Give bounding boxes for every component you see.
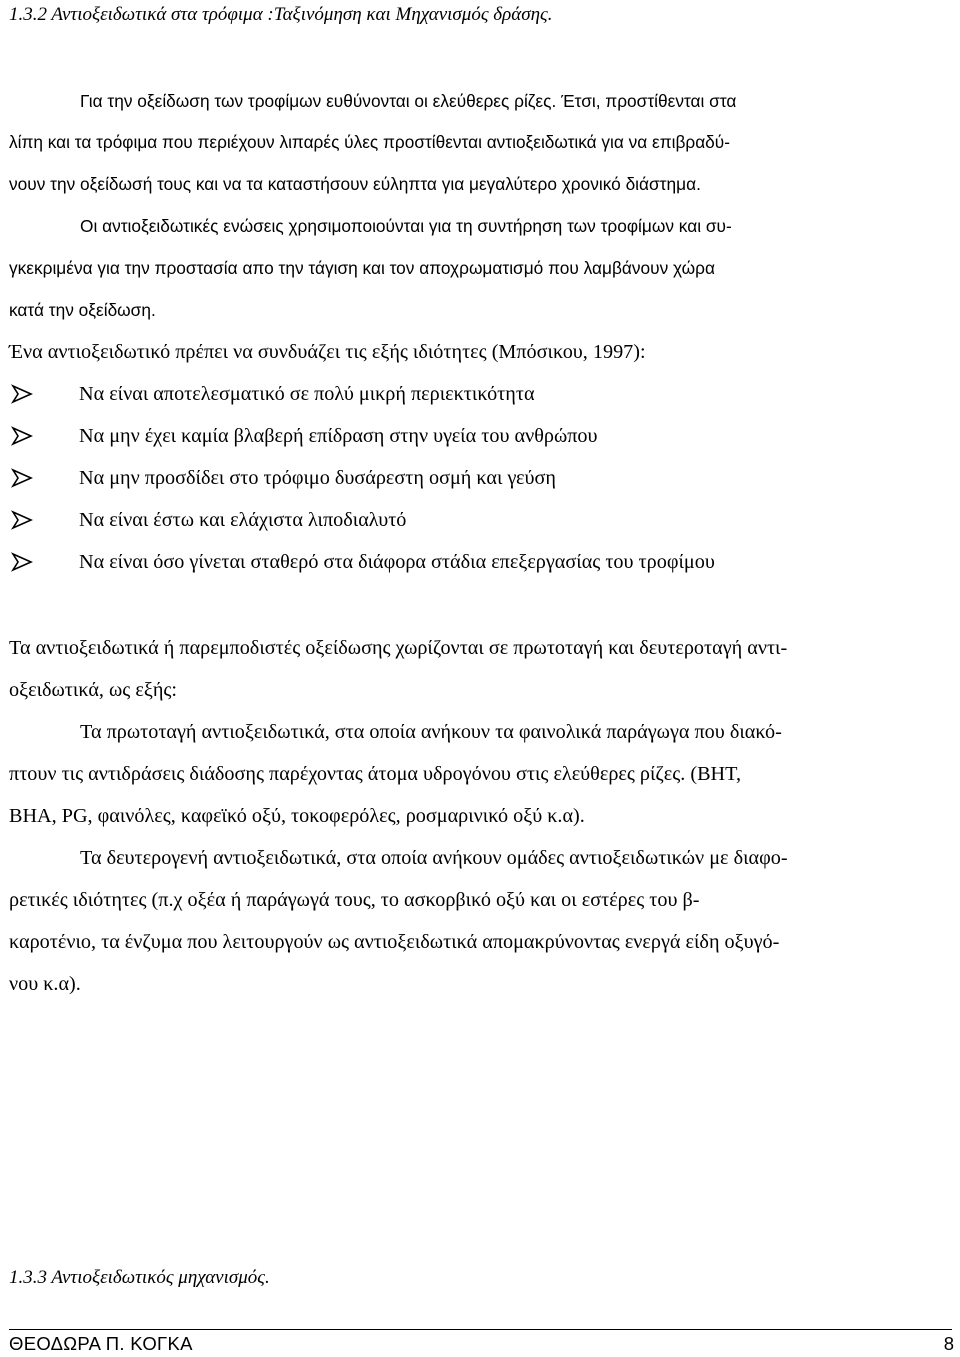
property-text: Να μην έχει καμία βλαβερή επίδραση στην υγεία του ανθρώπου: [79, 424, 598, 447]
arrowhead-bullet-icon: [9, 552, 35, 572]
arrowhead-bullet-icon: [9, 426, 35, 446]
next-section-heading: 1.3.3 Αντιοξειδωτικός μηχανισμός.: [9, 1267, 270, 1288]
primary-line-1: Τα πρωτοταγή αντιοξειδωτικά, στα οποία ανήκουν τα φαινολικά παράγωγα που διακό-: [80, 721, 782, 743]
primary-line-2: πτουν τις αντιδράσεις διάδοσης παρέχοντας άτομα υδρογόνου στις ελεύθερες ρίζες. (BHT,: [9, 763, 741, 785]
compounds-line-1: Οι αντιοξειδωτικές ενώσεις χρησιμοποιούνται για τη συντήρηση των τροφίμων και συ-: [80, 216, 732, 236]
section-heading: 1.3.2 Αντιοξειδωτικά στα τρόφιμα :Ταξινόμηση και Μηχανισμός δράσης.: [9, 4, 553, 25]
arrowhead-bullet-icon: [9, 384, 35, 404]
secondary-line-1: Τα δευτερογενή αντιοξειδωτικά, στα οποία ανήκουν ομάδες αντιοξειδωτικών με διαφο-: [80, 847, 788, 869]
arrowhead-bullet-icon: [9, 468, 35, 488]
arrowhead-bullet-icon: [9, 510, 35, 530]
classification-line-2: οξειδωτικά, ως εξής:: [9, 679, 177, 701]
footer-author: ΘΕΟΔΩΡΑ Π. ΚΟΓΚΑ: [9, 1333, 193, 1354]
secondary-line-4: νου κ.α).: [9, 973, 81, 995]
property-item-2: [9, 423, 598, 449]
property-item-5: [9, 549, 715, 575]
secondary-line-3: καροτένιο, τα ένζυμα που λειτουργούν ως αντιοξειδωτικά απομακρύνοντας ενεργά είδη οξυγό-: [9, 931, 780, 953]
intro-line-1: Για την οξείδωση των τροφίμων ευθύνονται οι ελεύθερες ρίζες. Έτσι, προστίθενται στα: [80, 91, 737, 111]
intro-line-3: νουν την οξείδωσή τους και να τα καταστήσουν εύληπτα για μεγαλύτερο χρονικό διάστημα.: [9, 174, 701, 194]
footer-divider: [9, 1329, 952, 1330]
property-item-4: [9, 507, 406, 533]
property-text: Να μην προσδίδει στο τρόφιμο δυσάρεστη οσμή και γεύση: [79, 466, 556, 489]
classification-line-1: Τα αντιοξειδωτικά ή παρεμποδιστές οξείδωσης χωρίζονται σε πρωτοταγή και δευτεροταγή αντι-: [9, 637, 788, 659]
property-text: Να είναι όσο γίνεται σταθερό στα διάφορα στάδια επεξεργασίας του τροφίμου: [79, 550, 715, 573]
compounds-line-3: κατά την οξείδωση.: [9, 300, 156, 320]
compounds-line-2: γκεκριμένα για την προστασία απο την τάγιση και τον αποχρωματισμό που λαμβάνουν χώρα: [9, 258, 715, 278]
secondary-line-2: ρετικές ιδιότητες (π.χ οξέα ή παράγωγά τους, το ασκορβικό οξύ και οι εστέρες του β-: [9, 889, 700, 911]
properties-intro: Ένα αντιοξειδωτικό πρέπει να συνδυάζει τις εξής ιδιότητες (Μπόσικου, 1997):: [9, 341, 646, 363]
property-text: Να είναι έστω και ελάχιστα λιποδιαλυτό: [79, 508, 407, 531]
page-number: 8: [943, 1333, 954, 1354]
intro-line-2: λίπη και τα τρόφιμα που περιέχουν λιπαρές ύλες προστίθενται αντιοξειδωτικά για να επιβραδύ-: [9, 132, 730, 152]
property-text: Να είναι αποτελεσματικό σε πολύ μικρή περιεκτικότητα: [79, 382, 535, 405]
property-item-3: [9, 465, 556, 491]
primary-line-3: BHA, PG, φαινόλες, καφεϊκό οξύ, τοκοφερόλες, ροσμαρινικό οξύ κ.α).: [9, 805, 585, 827]
property-item-1: [9, 381, 535, 407]
